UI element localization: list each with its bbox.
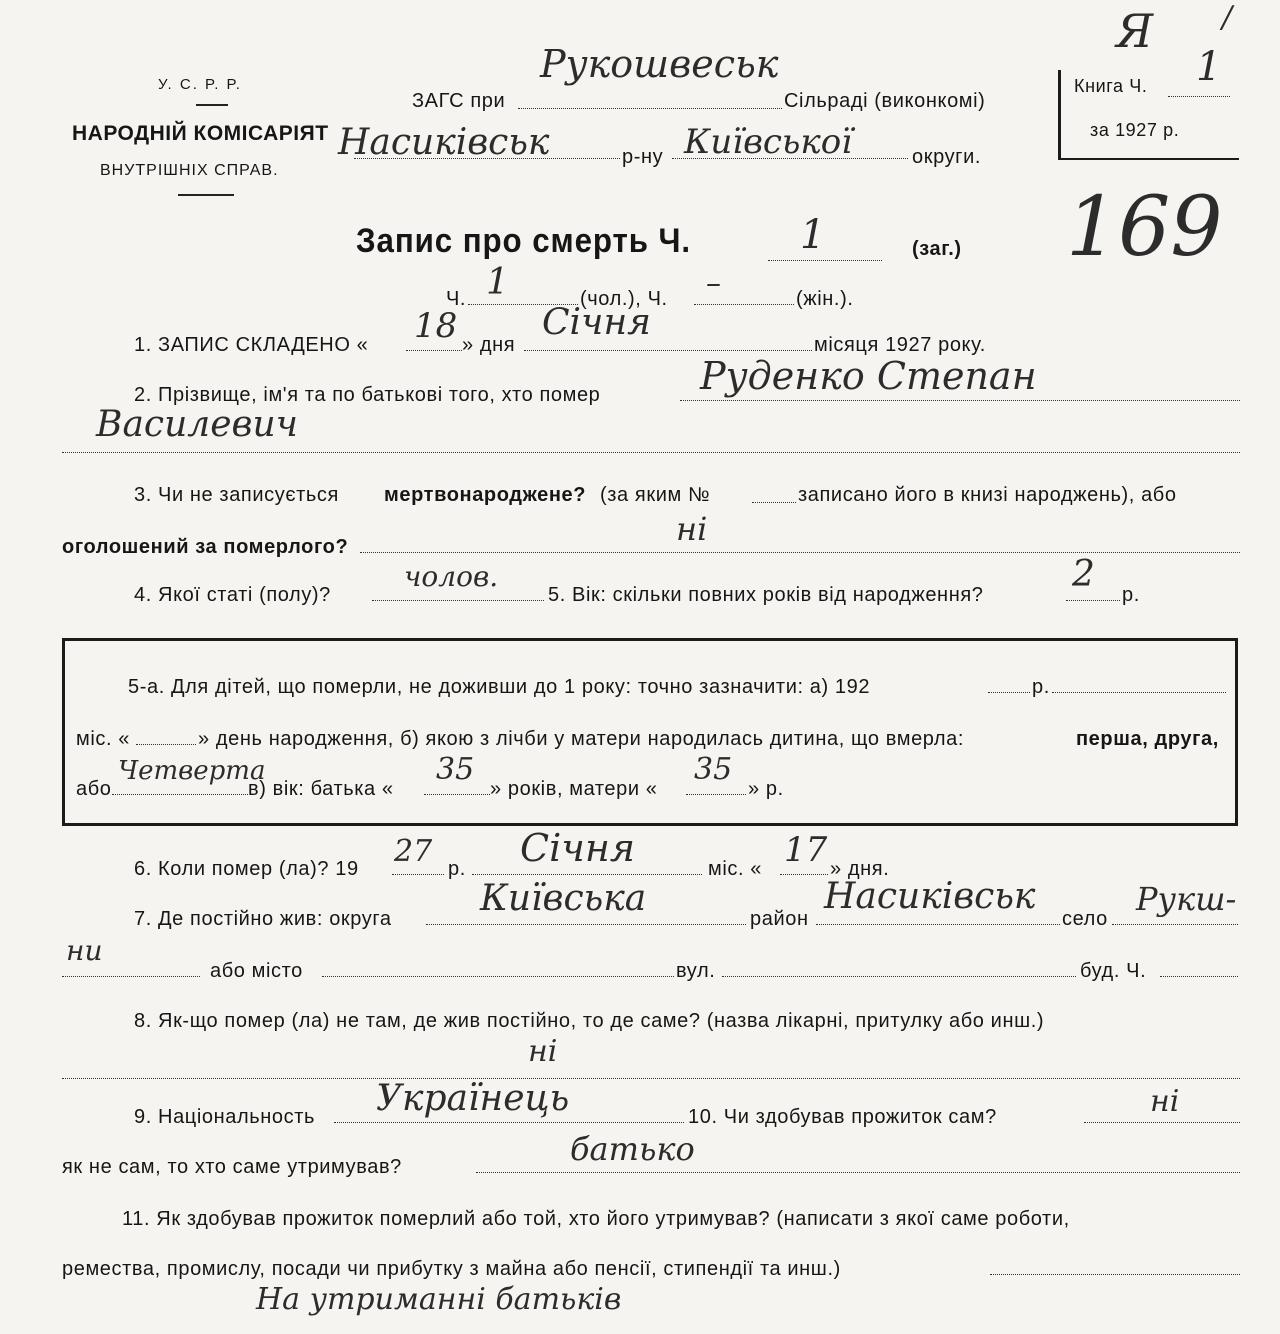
f2-name-hw: Руденко Степан xyxy=(700,354,1037,398)
okruha-hw: Київської xyxy=(684,122,853,162)
f3-label-bold: мертвонароджене? xyxy=(384,484,587,506)
f5a-month-field xyxy=(1052,674,1226,693)
f7-selo: село xyxy=(1062,908,1108,930)
f7-vul: вул. xyxy=(676,960,716,982)
f8-answer-field xyxy=(62,1060,1240,1079)
district-hw: Насиківськ xyxy=(338,122,550,163)
f2-label: 2. Прізвище, ім'я та по батькові того, хто помер xyxy=(134,384,601,406)
district-label: р-ну xyxy=(622,146,664,168)
book-label: Книга Ч. xyxy=(1074,76,1148,96)
f5a-line2-bold: перша, друга, xyxy=(1076,728,1219,750)
republic-label: У. С. Р. Р. xyxy=(158,76,242,93)
f8-answer-hw: ні xyxy=(528,1034,558,1069)
f5a-line1: 5-а. Для дітей, що померли, не доживши до 1 року: точно зазначити: а) 192 xyxy=(128,676,871,698)
divider xyxy=(178,194,234,196)
f8-label: 8. Як-що помер (ла) не там, де жив постійно, то де саме? (назва лікарні, притулку або инш.) xyxy=(134,1010,1045,1032)
book-year: за 1927 р. xyxy=(1090,120,1180,140)
f5a-year-field xyxy=(988,674,1030,693)
f7-bud-field xyxy=(1160,958,1238,977)
f7-bud: буд. Ч. xyxy=(1080,960,1147,982)
male-prefix: Ч. xyxy=(446,288,467,310)
f6-day-hw: 17 xyxy=(784,830,828,870)
f3-answer-field xyxy=(360,534,1240,553)
f7-rayon-hw: Насиківськ xyxy=(824,876,1036,917)
commissariat-subtitle: ВНУТРІШНІХ СПРАВ. xyxy=(100,162,279,179)
f9-label: 9. Національность xyxy=(134,1106,316,1128)
male-label: (чол.), Ч. xyxy=(580,288,668,310)
f3-label-c: записано його в книзі народжень), або xyxy=(798,484,1177,506)
f5a-line3-c: » років, матери « xyxy=(490,778,658,800)
zags-village-hw: Рукошвеськ xyxy=(540,42,779,86)
f5a-father-hw: 35 xyxy=(436,752,475,787)
f5a-order-hw: Четверта xyxy=(118,756,266,786)
f7-rayon: район xyxy=(750,908,809,930)
f5-label: 5. Вік: скільки повних років від народження? xyxy=(548,584,984,606)
f9-answer-hw: Українець xyxy=(376,1078,570,1119)
f4-answer-hw: чолов. xyxy=(404,560,499,593)
f1-day-label: » дня xyxy=(462,334,516,356)
f6-year-hw: 27 xyxy=(394,834,433,869)
f5a-line2-b: » день народження, б) якою з лічби у матери народилась дитина, що вмерла: xyxy=(198,728,964,750)
f6-p: р. xyxy=(448,858,466,880)
f7-label: 7. Де постійно жив: округа xyxy=(134,908,392,930)
male-count-hw: 1 xyxy=(486,262,509,303)
f6-month-hw: Січня xyxy=(520,826,636,870)
f1-tail: місяця 1927 року. xyxy=(814,334,986,356)
f10-answer-hw: ні xyxy=(1150,1084,1180,1119)
record-number-hw: 1 xyxy=(800,212,826,258)
f7-selo-cont-hw: ни xyxy=(66,934,103,967)
f5a-line3-a: або xyxy=(76,778,112,800)
f6-label: 6. Коли помер (ла)? 19 xyxy=(134,858,359,880)
divider xyxy=(196,104,228,106)
f5a-line3-b: в) вік: батька « xyxy=(248,778,394,800)
f5-answer-hw: 2 xyxy=(1072,554,1095,595)
f3-answer-hw: ні xyxy=(676,510,708,548)
corner-mark-hw-2: / xyxy=(1222,0,1233,35)
f10b-label: як не сам, то хто саме утримував? xyxy=(62,1156,402,1178)
f1-label: 1. ЗАПИС СКЛАДЕНО « xyxy=(134,334,369,356)
f5a-line2-a: міс. « xyxy=(76,728,131,750)
f4-label: 4. Якої статі (полу)? xyxy=(134,584,331,606)
f1-day-hw: 18 xyxy=(414,306,458,346)
council-label: Сільраді (виконкомі) xyxy=(784,90,986,112)
f11-answer-hw: На утриманні батьків xyxy=(256,1282,622,1317)
f5a-line1-tail: р. xyxy=(1032,676,1050,698)
f3-label-b: (за яким № xyxy=(600,484,711,506)
zags-prefix: ЗАГС при xyxy=(412,90,506,112)
f7-okruha-hw: Київська xyxy=(480,878,647,919)
f7-misto: або місто xyxy=(210,960,303,982)
f10b-answer-hw: батько xyxy=(570,1130,695,1168)
f6-mis: міс. « xyxy=(708,858,763,880)
f1-month-hw: Січня xyxy=(542,302,652,343)
commissariat-title: НАРОДНІЙ КОМІСАРІЯТ xyxy=(72,122,329,145)
f5a-day-field xyxy=(136,726,196,745)
zags-village-field xyxy=(518,90,782,109)
stamp-number-hw: 169 xyxy=(1066,180,1223,275)
record-total-suffix: (заг.) xyxy=(912,238,962,260)
f3-label-bold2: оголошений за померлого? xyxy=(62,536,349,558)
f6-tail: » дня. xyxy=(830,858,890,880)
female-label: (жін.). xyxy=(796,288,854,310)
f11-answer-field xyxy=(990,1256,1240,1275)
book-number-hw: 1 xyxy=(1196,44,1222,90)
f5a-line3-d: » р. xyxy=(748,778,784,800)
f7-selo-hw: Рукш- xyxy=(1136,880,1237,918)
corner-mark-hw: Я xyxy=(1116,4,1154,58)
f7-misto-field xyxy=(322,958,674,977)
record-title: Запис про смерть Ч. xyxy=(356,222,692,260)
f3-number-field xyxy=(752,484,796,503)
okruha-label: округи. xyxy=(912,146,981,168)
female-count-hw: – xyxy=(706,266,721,301)
f5-unit: р. xyxy=(1122,584,1140,606)
f2-patronymic-hw: Василевич xyxy=(96,404,299,445)
f11-line2: ремества, промислу, посади чи прибутку з майна або пенсії, стипендії та инш.) xyxy=(62,1258,841,1280)
f11-line1: 11. Як здобував прожиток померлий або той, хто його утримував? (написати з якої саме роботи, xyxy=(122,1208,1070,1230)
f7-vul-field xyxy=(722,958,1076,977)
f3-label-a: 3. Чи не записується xyxy=(134,484,339,506)
f5a-mother-hw: 35 xyxy=(694,752,733,787)
f10-label: 10. Чи здобував прожиток сам? xyxy=(688,1106,997,1128)
